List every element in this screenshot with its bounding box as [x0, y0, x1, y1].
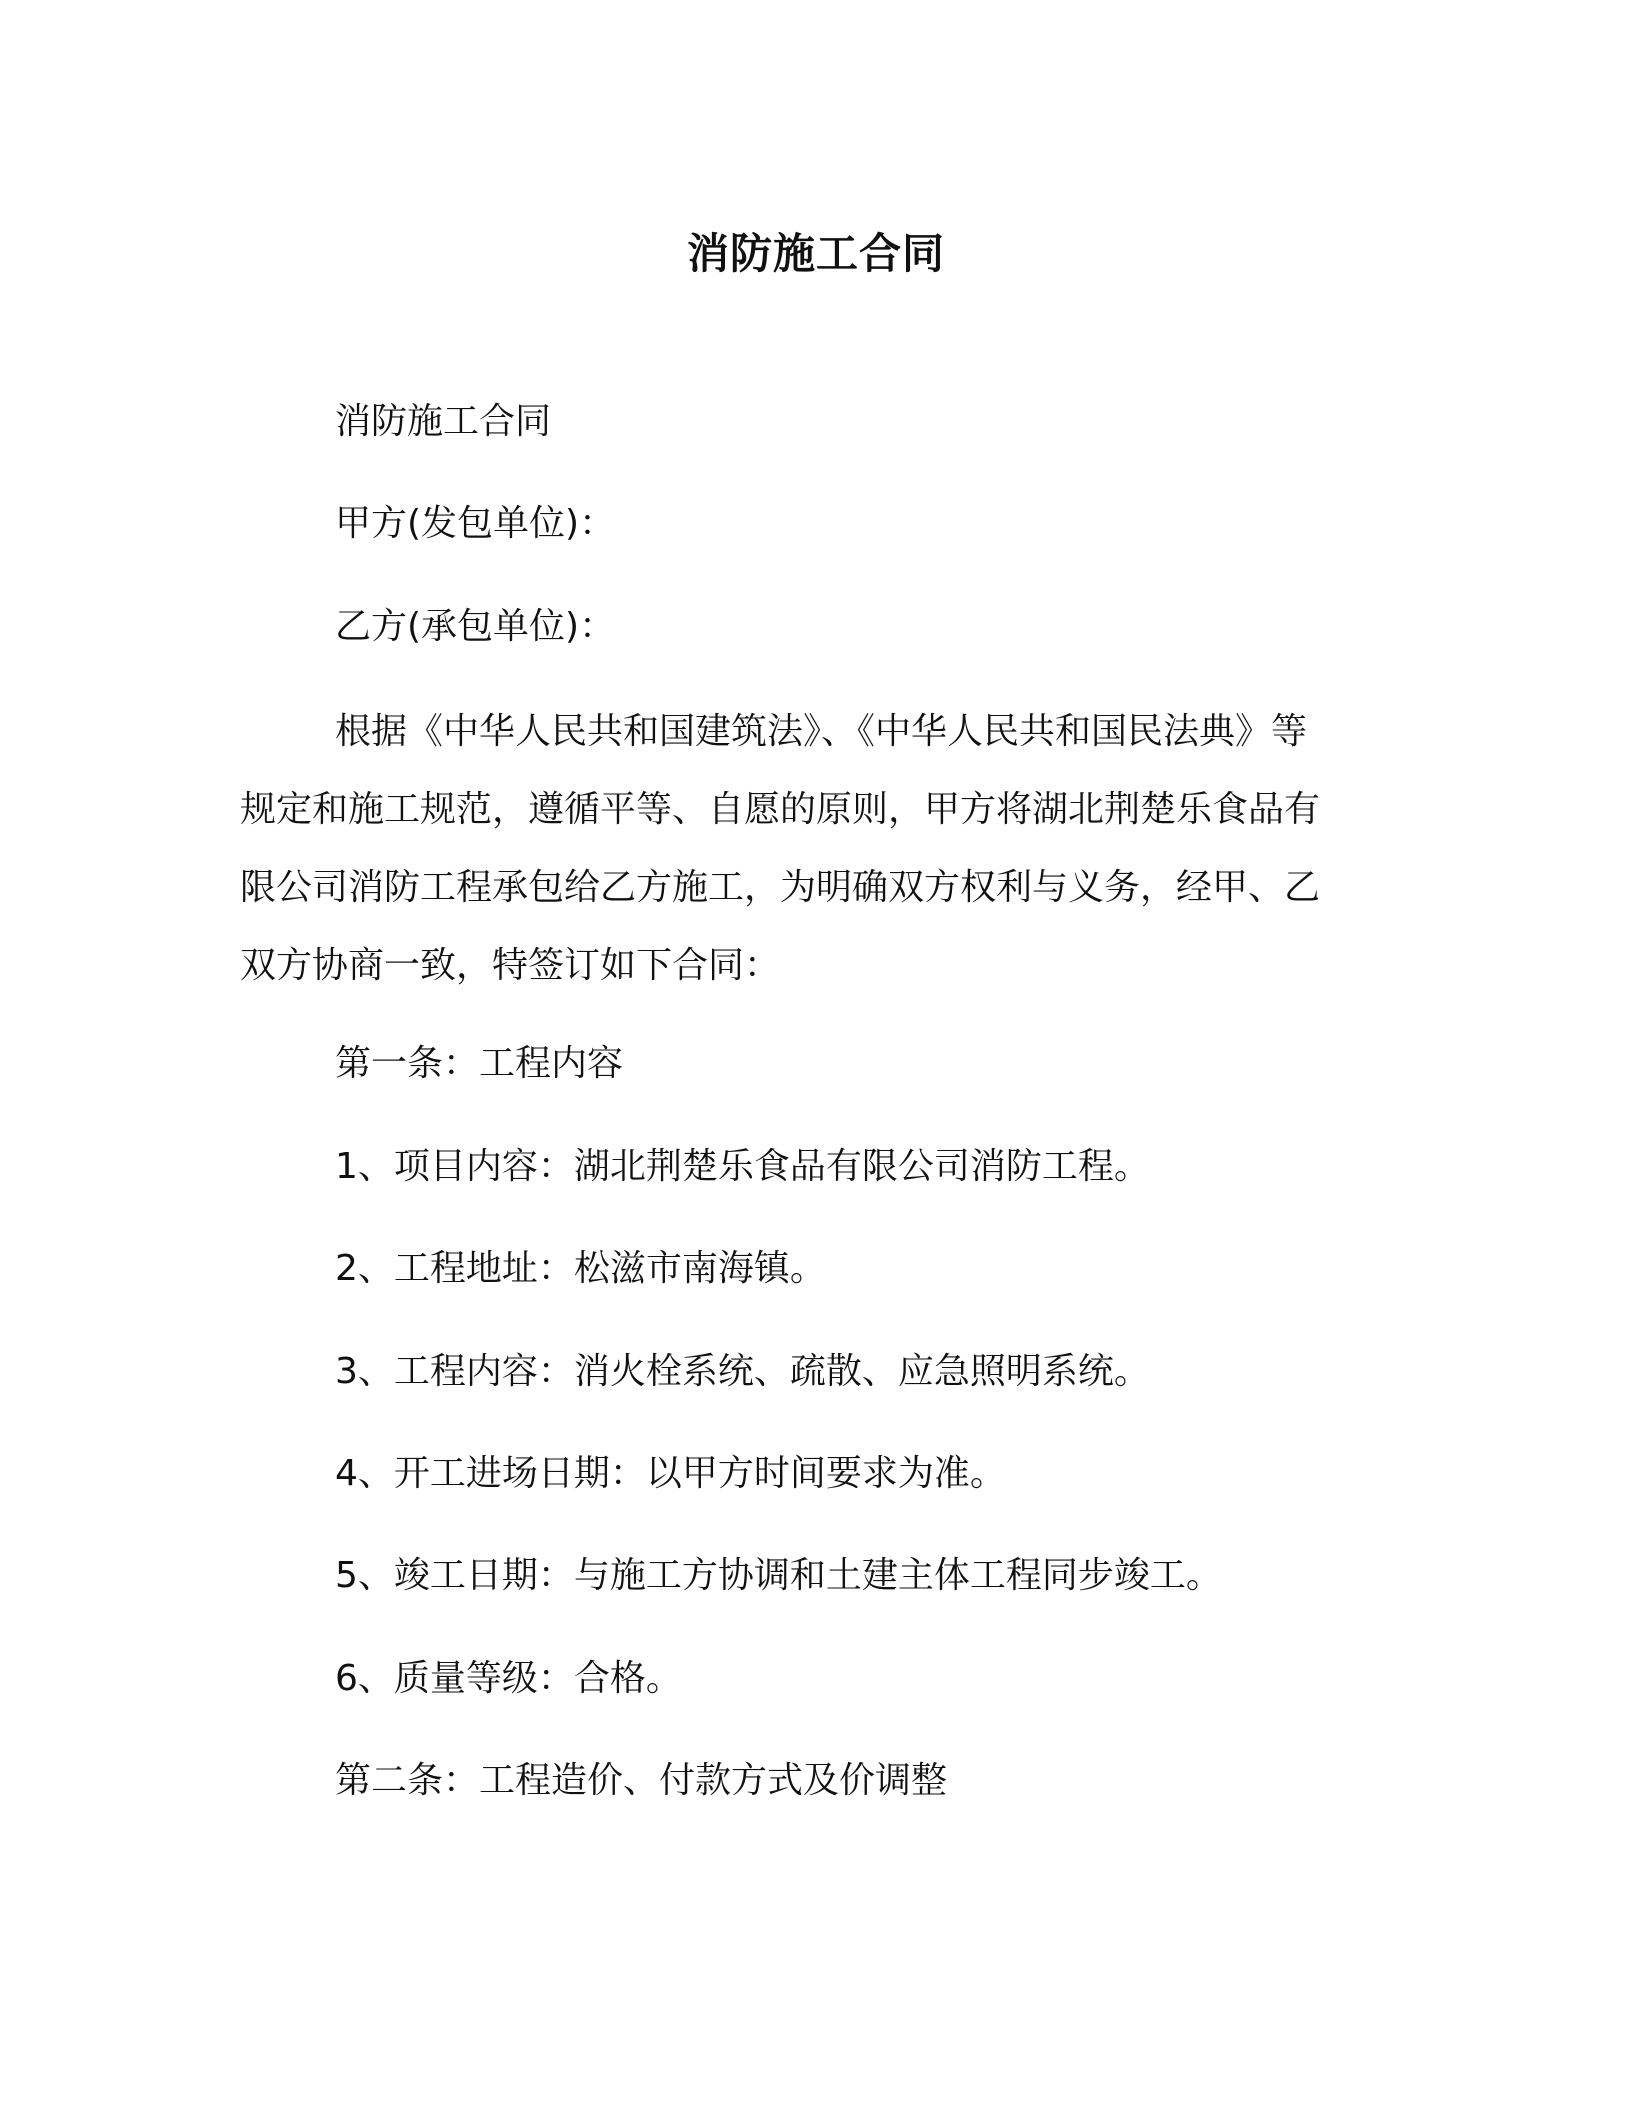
preamble-paragraph [240, 693, 1390, 1005]
preamble-line: 限公司消防工程承包给乙方施工，为明确双方权利与义务，经甲、乙 [240, 867, 1321, 908]
preamble-line: 根据《中华人民共和国建筑法》、《中华人民共和国民法典》等 [335, 711, 1308, 752]
article1-item: 3、工程内容：消火栓系统、疏散、应急照明系统。 [335, 1351, 1150, 1392]
article1-item: 5、竣工日期：与施工方协调和土建主体工程同步竣工。 [335, 1555, 1222, 1596]
article1-item: 4、开工进场日期：以甲方时间要求为准。 [335, 1453, 1006, 1494]
article1-heading: 第一条：工程内容 [335, 1043, 624, 1084]
article1-item: 1、项目内容：湖北荆楚乐食品有限公司消防工程。 [335, 1146, 1150, 1187]
article1-item: 2、工程地址：松滋市南海镇。 [335, 1248, 826, 1289]
party-a-line: 甲方(发包单位)： [335, 503, 616, 544]
article2-heading: 第二条：工程造价、付款方式及价调整 [335, 1760, 948, 1801]
document-subtitle: 消防施工合同 [335, 401, 552, 442]
article1-item: 6、质量等级：合格。 [335, 1658, 682, 1699]
document-title: 消防施工合同 [686, 229, 945, 278]
party-b-line: 乙方(承包单位)： [335, 606, 616, 647]
preamble-line: 规定和施工规范，遵循平等、自愿的原则，甲方将湖北荆楚乐食品有 [240, 789, 1321, 830]
preamble-line: 双方协商一致，特签订如下合同： [240, 945, 781, 986]
